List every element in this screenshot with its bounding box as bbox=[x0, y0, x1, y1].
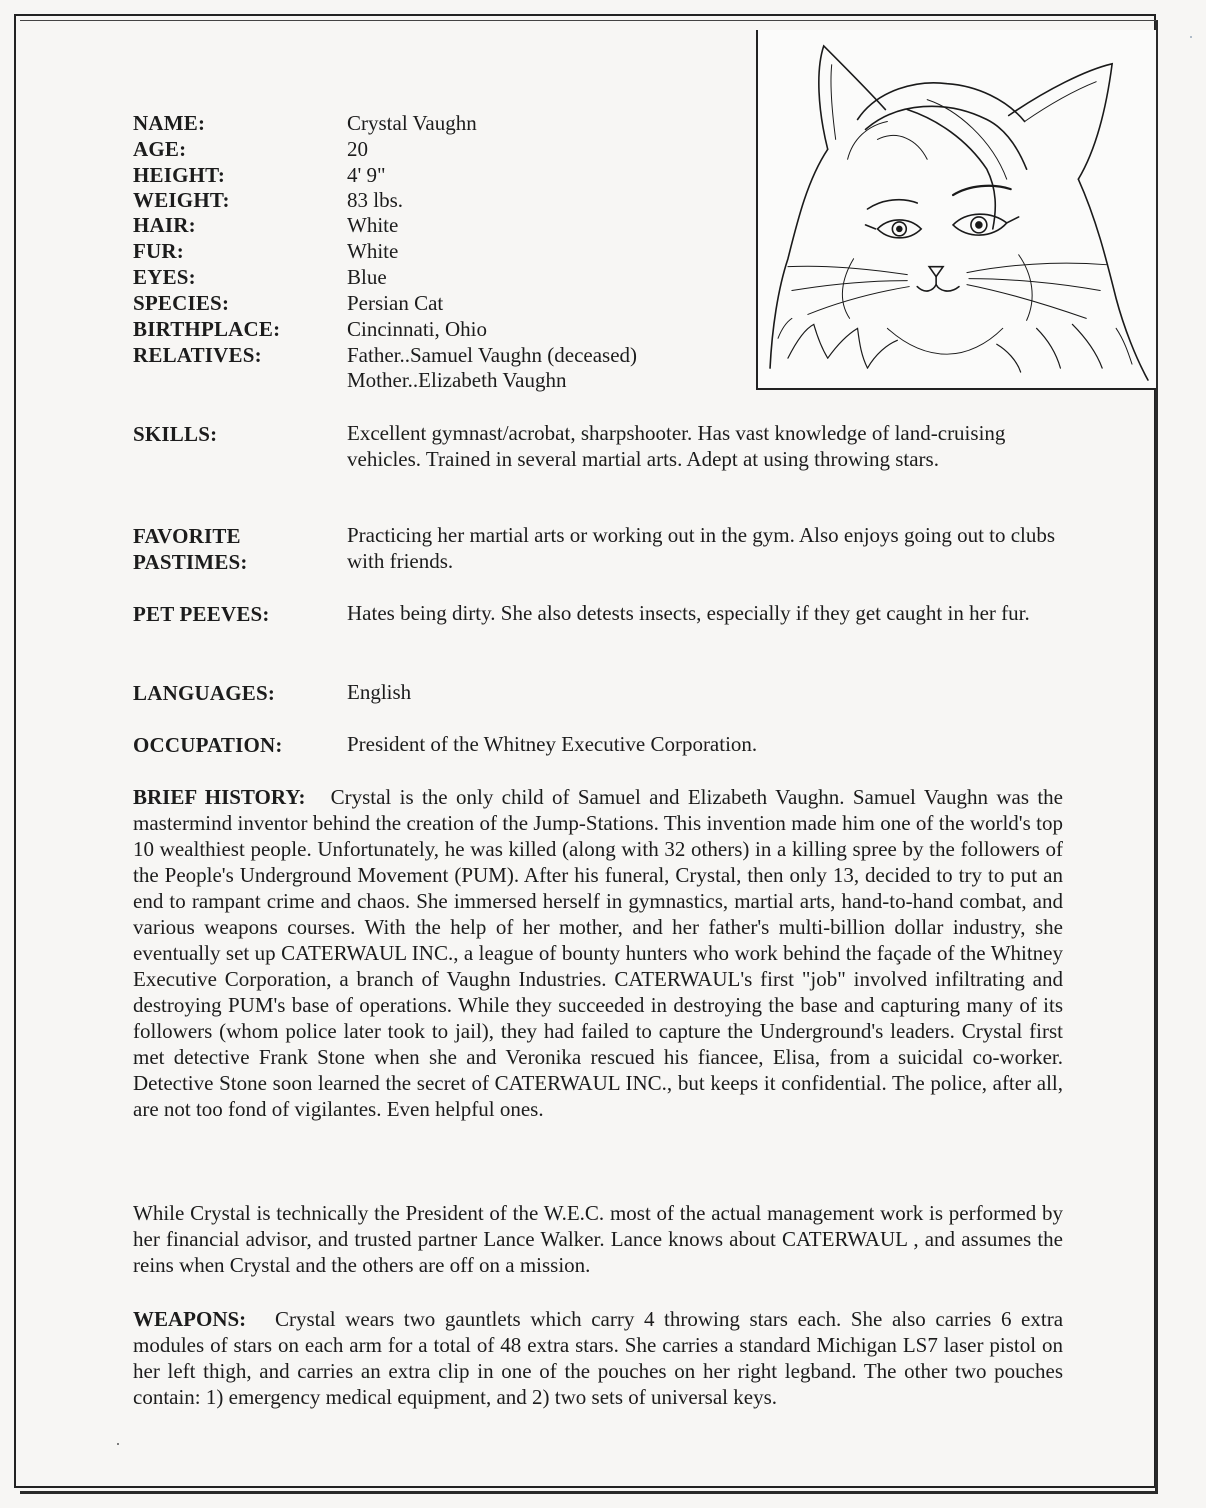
languages-label: LANGUAGES: bbox=[133, 681, 276, 705]
history-text-2: While Crystal is technically the President of the W.E.C. most of the actual management work is performed by her financial advisor, and trusted partner Lance Walker. Lance knows about CATERWAUL , and assumes the reins when Crystal and the others are off on a mission. bbox=[133, 1201, 1063, 1277]
stat-value: 20 bbox=[347, 137, 368, 161]
stat-label: NAME: bbox=[133, 111, 206, 135]
weapons-label: WEAPONS: bbox=[133, 1307, 247, 1331]
pet-peeves-label: PET PEEVES: bbox=[133, 602, 270, 626]
history-label: BRIEF HISTORY: bbox=[133, 785, 306, 809]
stat-value: Crystal Vaughn bbox=[347, 111, 477, 135]
stat-value: Blue bbox=[347, 265, 387, 289]
stat-value: 4' 9" bbox=[347, 163, 386, 187]
stat-row-age bbox=[0, 137, 1206, 163]
scan-speck bbox=[117, 1443, 119, 1445]
stat-value: Mother..Elizabeth Vaughn bbox=[347, 368, 567, 392]
languages-text: English bbox=[347, 680, 412, 704]
stat-value: White bbox=[347, 239, 399, 263]
skills-text: Excellent gymnast/acrobat, sharpshooter. Has vast knowledge of land-cruising vehicles. Trained in several martial arts. Adept at using throwing stars. bbox=[347, 421, 1006, 471]
stat-label: WEIGHT: bbox=[133, 188, 230, 212]
occupation-label: OCCUPATION: bbox=[133, 733, 283, 757]
skills-label: SKILLS: bbox=[133, 422, 218, 446]
pastimes-text: Practicing her martial arts or working out in the gym. Also enjoys going out to clubs with friends. bbox=[347, 523, 1056, 573]
history-text: Crystal is the only child of Samuel and Elizabeth Vaughn. Samuel Vaughn was the mastermind inventor behind the creation of the Jump-Stations. This invention made him one of the world's top 10 wealthiest people. Unfortunately, he was killed (along with 32 others) in a killing spree by the followers of the People's Underground Movement (PUM). After his funeral, Crystal, then only 13, decided to try to put an end to rampant crime and chaos. She immersed herself in gymnastics, martial arts, hand-to-hand combat, and various weapons courses. With the help of her mother, and her father's multi-billion dollar industry, she eventually set up CATERWAUL INC., a league of bounty hunters who work behind the façade of the Whitney Executive Corporation, a branch of Vaughn Industries. CATERWAUL's first "job" involved infiltrating and destroying PUM's base of operations. While they succeeded in destroying the base and capturing many of its followers (whom police later took to jail), they had failed to capture the Underground's leaders. Crystal first met detective Frank Stone when she and Veronika rescued his fiancee, Elisa, from a suicidal co-worker. Detective Stone soon learned the secret of CATERWAUL INC., but keeps it confidential. The police, after all, are not too fond of vigilantes. Even helpful ones. bbox=[133, 785, 1063, 1121]
weapons-text: Crystal wears two gauntlets which carry 4 throwing stars each. She also carries 6 extra modules of stars on each arm for a total of 48 extra stars. She carries a standard Michigan LS7 laser pistol on her left thigh, and carries an extra clip in one of the pouches on her right legband. The other two pouches contain: 1) emergency medical equipment, and 2) two sets of universal keys. bbox=[133, 1307, 1064, 1409]
stat-row-name bbox=[0, 111, 1206, 137]
scan-speck bbox=[1190, 36, 1192, 38]
weapons-paragraph bbox=[133, 1306, 1063, 1410]
history-paragraph bbox=[133, 784, 1063, 1122]
stat-row-species bbox=[0, 291, 1206, 317]
stat-label: HEIGHT: bbox=[133, 163, 226, 187]
stat-row-relatives-2 bbox=[0, 368, 1206, 394]
occupation-text: President of the Whitney Executive Corporation. bbox=[347, 732, 758, 756]
pastimes-label-line2: PASTIMES: bbox=[133, 550, 248, 574]
stat-row-eyes bbox=[0, 265, 1206, 291]
stat-value: Father..Samuel Vaughn (deceased) bbox=[347, 343, 638, 367]
stat-label: FUR: bbox=[133, 239, 184, 263]
history-paragraph-2 bbox=[133, 1200, 1063, 1278]
stat-label: EYES: bbox=[133, 265, 196, 289]
stat-row-height bbox=[0, 163, 1206, 189]
stat-value: Cincinnati, Ohio bbox=[347, 317, 487, 341]
stat-row-hair bbox=[0, 213, 1206, 239]
stat-value: Persian Cat bbox=[347, 291, 444, 315]
pastimes-label-line1: FAVORITE bbox=[133, 524, 241, 548]
stat-value: 83 lbs. bbox=[347, 188, 404, 212]
stat-row-birthplace bbox=[0, 317, 1206, 343]
stat-row-weight bbox=[0, 188, 1206, 214]
stat-label: BIRTHPLACE: bbox=[133, 317, 281, 341]
stat-label: SPECIES: bbox=[133, 291, 230, 315]
stat-row-fur bbox=[0, 239, 1206, 265]
pet-peeves-text: Hates being dirty. She also detests insects, especially if they get caught in her fur. bbox=[347, 601, 1030, 625]
stat-label: HAIR: bbox=[133, 213, 196, 237]
stat-label: AGE: bbox=[133, 137, 187, 161]
stat-label: RELATIVES: bbox=[133, 343, 262, 367]
stat-row-relatives bbox=[0, 343, 1206, 369]
stat-value: White bbox=[347, 213, 399, 237]
